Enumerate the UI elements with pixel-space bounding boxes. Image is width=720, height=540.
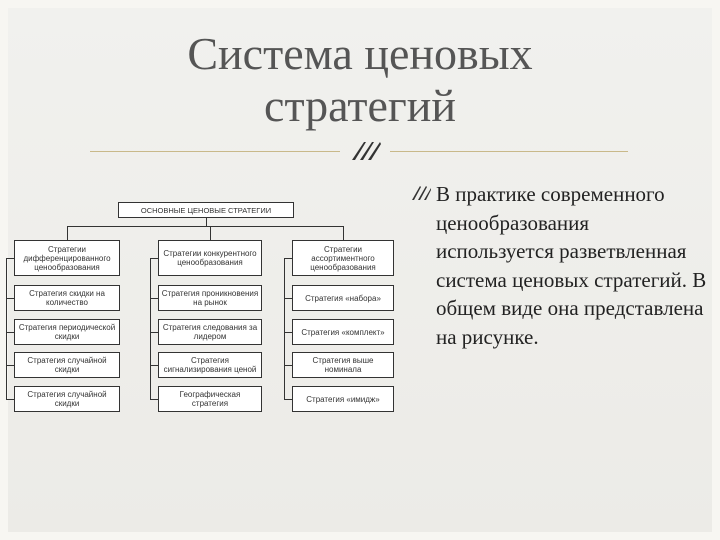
column-connector-2: [210, 226, 211, 240]
item-connector: [6, 298, 14, 299]
column-header-3: Стратегии ассортиментного ценообразования: [292, 240, 394, 276]
root-connector: [206, 218, 207, 226]
column-header-2: Стратегии конкурентного ценообразования: [158, 240, 262, 276]
item-connector: [6, 399, 14, 400]
title-line-1: Система ценовых: [187, 28, 533, 79]
column-connector-3: [343, 226, 344, 240]
column-header-1: Стратегии дифференцированного ценообразования: [14, 240, 120, 276]
root-branch-line: [67, 226, 343, 227]
item-connector: [150, 332, 158, 333]
item-connector: [284, 365, 292, 366]
item-connector: [284, 399, 292, 400]
item-connector: [6, 365, 14, 366]
bullet-text: В практике современного ценообразования используется разветвленная система ценовых стратегий. В общем виде она представлена на рисунке.: [436, 182, 707, 349]
strategy-box: Стратегия следования за лидером: [158, 319, 262, 345]
strategy-box: Стратегия «комплект»: [292, 319, 394, 345]
column-spine-2: [150, 258, 151, 399]
strategy-box: Стратегия скидки на количество: [14, 285, 120, 311]
column-spine-3: [284, 258, 285, 399]
item-connector: [150, 399, 158, 400]
strategy-box: Стратегия проникновения на рынок: [158, 285, 262, 311]
column-spine-top-2: [150, 258, 158, 259]
strategy-box: Географическая стратегия: [158, 386, 262, 412]
item-connector: [150, 365, 158, 366]
item-connector: [284, 298, 292, 299]
strategy-box: Стратегия «имидж»: [292, 386, 394, 412]
strategy-box: Стратегия сигнализирования ценой: [158, 352, 262, 378]
strategy-box: Стратегия периодической скидки: [14, 319, 120, 345]
column-connector-1: [67, 226, 68, 240]
strategy-box: Стратегия случайной скидки: [14, 386, 120, 412]
item-connector: [6, 332, 14, 333]
strategy-box: Стратегия случайной скидки: [14, 352, 120, 378]
column-spine-1: [6, 258, 7, 399]
diagram-root: ОСНОВНЫЕ ЦЕНОВЫЕ СТРАТЕГИИ: [118, 202, 294, 218]
column-spine-top-1: [6, 258, 14, 259]
item-connector: [150, 298, 158, 299]
column-spine-top-3: [284, 258, 292, 259]
strategy-box: Стратегия выше номинала: [292, 352, 394, 378]
strategy-box: Стратегия «набора»: [292, 285, 394, 311]
title-line-2: стратегий: [264, 80, 456, 131]
item-connector: [284, 332, 292, 333]
